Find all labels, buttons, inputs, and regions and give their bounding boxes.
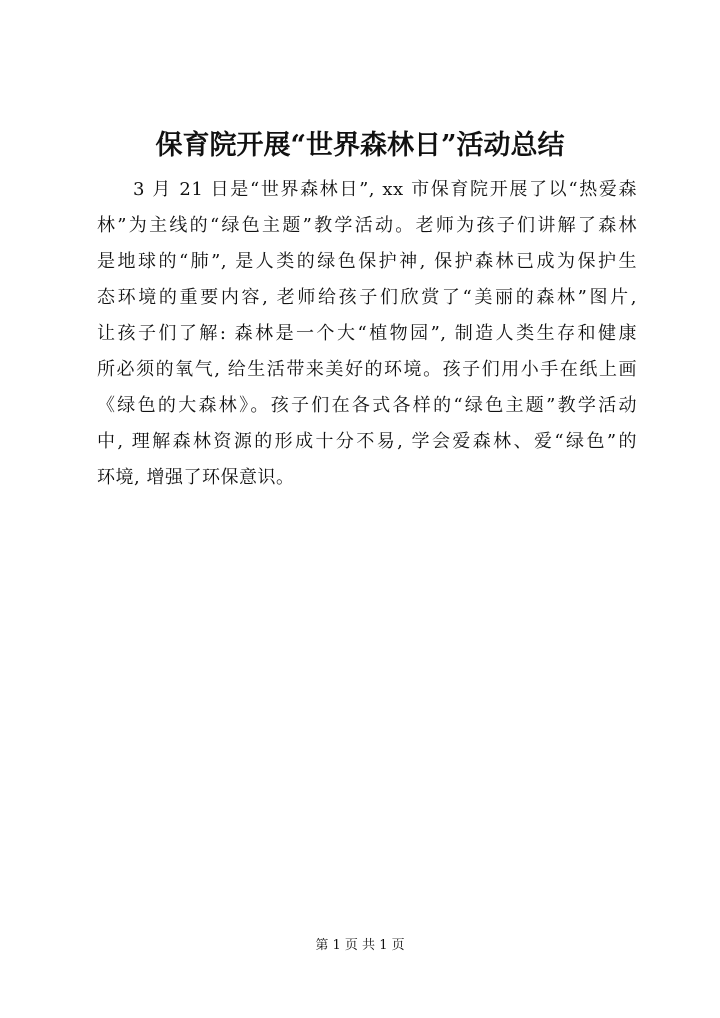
document-title: 保育院开展“世界森林日”活动总结 <box>155 130 565 161</box>
body-line-6: 所必须的氧气, 给生活带来美好的环境。孩子们用小手在纸上画 <box>97 359 637 380</box>
body-line-8: 中, 理解森林资源的形成十分不易, 学会爱森林、爱“绿色”的 <box>97 431 637 452</box>
body-line-2: 林”为主线的“绿色主题”教学活动。老师为孩子们讲解了森林 <box>97 215 637 236</box>
body-line-7: 《绿色的大森林》。孩子们在各式各样的“绿色主题”教学活动 <box>97 395 637 416</box>
document-body <box>97 172 637 496</box>
body-line-9: 环境, 增强了环保意识。 <box>97 467 295 488</box>
body-line-3: 是地球的“肺”, 是人类的绿色保护神, 保护森林已成为保护生 <box>97 251 637 272</box>
page-footer: 第 1 页 共 1 页 <box>315 938 405 953</box>
body-line-5: 让孩子们了解: 森林是一个大“植物园”, 制造人类生存和健康 <box>97 323 637 344</box>
body-line-1: 3 月 21 日是“世界森林日”, xx 市保育院开展了以“热爱森 <box>133 179 637 200</box>
body-line-4: 态环境的重要内容, 老师给孩子们欣赏了“美丽的森林”图片, <box>97 287 637 308</box>
